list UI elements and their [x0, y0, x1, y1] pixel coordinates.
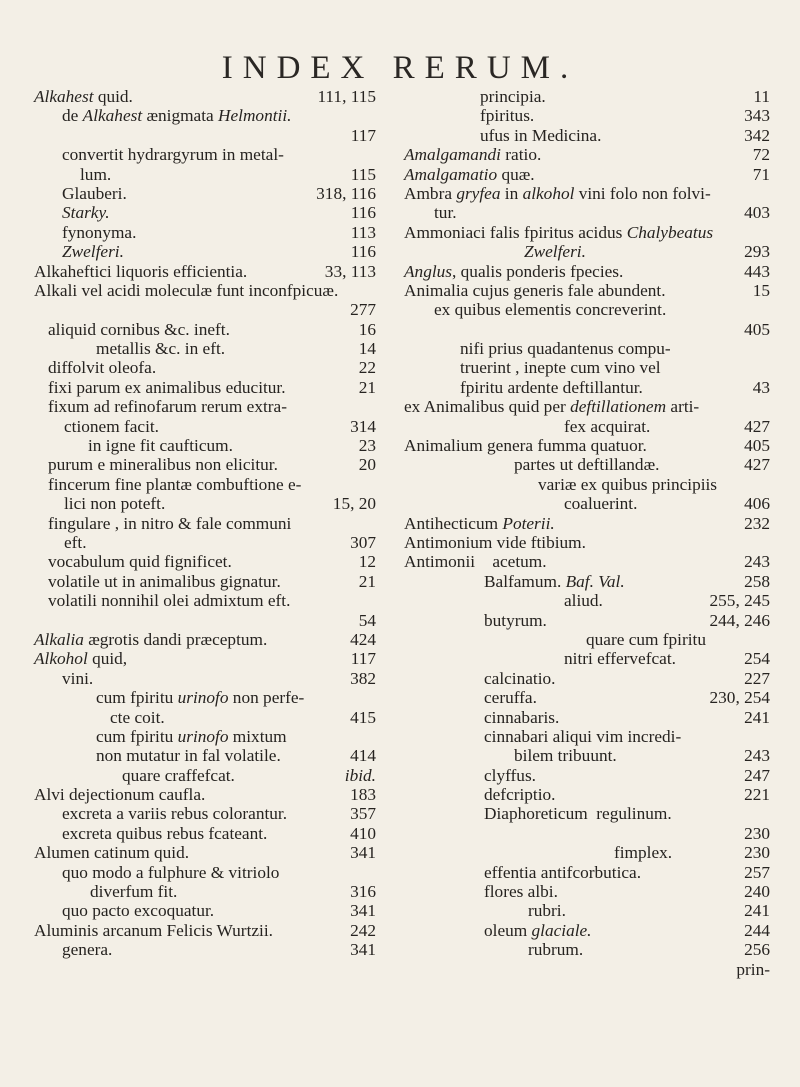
- index-entry: quo modo a fulphure & vitriolo: [62, 862, 280, 882]
- index-entry: cinnabari aliqui vim incredi-: [484, 726, 682, 746]
- page-title: INDEX RERUM.: [221, 50, 579, 86]
- index-entry: tur. 403: [434, 203, 770, 223]
- index-entry: fincerum fine plantæ combuftione e-: [48, 474, 302, 494]
- index-entry: quo pacto excoquatur. 341: [62, 901, 376, 921]
- index-entry: 405: [744, 319, 770, 339]
- index-entry: flores albi. 240: [484, 882, 770, 902]
- index-entry: lici non poteft. 15, 20: [64, 494, 376, 514]
- index-entry: Animalium genera fumma quatuor. 405: [404, 436, 770, 456]
- index-entry: partes ut deftillandæ. 427: [514, 455, 770, 475]
- index-entry: fynonyma. 113: [62, 222, 376, 242]
- index-entry: calcinatio. 227: [484, 668, 770, 688]
- index-entry: diverfum fit. 316: [90, 882, 376, 902]
- index-entry: Antihecticum Poterii. 232: [404, 513, 770, 533]
- index-entry: Antimonii acetum. 243: [404, 552, 770, 572]
- index-entry: Alkohol quid, 117: [34, 649, 376, 669]
- index-column-left: [34, 87, 376, 960]
- index-entry: quare cum fpiritu: [586, 629, 706, 649]
- index-entry: cinnabaris. 241: [484, 707, 770, 727]
- index-entry: lum. 115: [80, 164, 376, 184]
- index-entry: genera. 341: [62, 940, 376, 960]
- index-entry: ceruffa. 230, 254: [484, 688, 770, 708]
- index-entry: Amalgamatio quæ. 71: [404, 164, 770, 184]
- index-entry: nitri effervefcat. 254: [564, 649, 770, 669]
- index-entry: cum fpiritu urinofo mixtum: [96, 726, 287, 746]
- index-entry: fex acquirat. 427: [564, 416, 770, 436]
- index-entry: purum e mineralibus non elicitur. 20: [48, 455, 376, 475]
- index-entry: principia. 11: [480, 87, 770, 106]
- index-entry: ufus in Medicina. 342: [480, 125, 770, 145]
- index-entry: defcriptio. 221: [484, 785, 770, 805]
- index-column-right: [404, 87, 770, 979]
- index-entry: Glauberi. 318, 116: [62, 183, 376, 203]
- index-entry: Zwelferi. 116: [62, 242, 376, 262]
- index-entry: 277: [350, 300, 376, 320]
- index-entry: 117: [350, 125, 376, 145]
- index-entry: fpiritus. 343: [480, 106, 770, 126]
- index-entry: Alvi dejectionum caufla. 183: [34, 785, 376, 805]
- index-entry: cte coit. 415: [110, 707, 376, 727]
- index-entry: aliquid cornibus &c. ineft. 16: [48, 319, 376, 339]
- index-entry: Ammoniaci falis fpiritus acidus Chalybeatus: [404, 222, 714, 242]
- index-entry: 54: [358, 610, 376, 630]
- index-entry: Animalia cujus generis fale abundent. 15: [404, 280, 770, 300]
- catchword: prin-: [736, 959, 770, 979]
- index-entry: in igne fit caufticum. 23: [88, 436, 376, 456]
- index-entry: nifi prius quadantenus compu-: [460, 339, 671, 359]
- index-entry: quare craffefcat. ibid.: [122, 765, 376, 785]
- index-entry: eft. 307: [64, 532, 376, 552]
- index-entry: non mutatur in fal volatile. 414: [96, 746, 376, 766]
- index-entry: metallis &c. in eft. 14: [96, 339, 376, 359]
- index-entry: aliud. 255, 245: [564, 591, 770, 611]
- index-entry: de Alkahest ænigmata Helmontii.: [62, 106, 292, 126]
- index-entry: rubri. 241: [528, 901, 770, 921]
- index-entry: Balfamum. Baf. Val. 258: [484, 571, 770, 591]
- index-entry: excreta a variis rebus colorantur. 357: [62, 804, 376, 824]
- index-entry: fixum ad refinofarum rerum extra-: [48, 397, 287, 417]
- index-entry: Amalgamandi ratio. 72: [404, 145, 770, 165]
- index-entry: Diaphoreticum regulinum.: [484, 804, 672, 824]
- index-entry: Alkalia ægrotis dandi præceptum. 424: [34, 629, 376, 649]
- index-entry: volatili nonnihil olei admixtum eft.: [48, 591, 291, 611]
- index-entry: Alkaheftici liquoris efficientia. 33, 113: [34, 261, 376, 281]
- index-entry: Zwelferi. 293: [524, 242, 770, 262]
- index-entry: ex quibus elementis concreverint.: [434, 300, 667, 320]
- index-entry: Alkahest quid. 111, 115: [34, 87, 376, 106]
- index-entry: vini. 382: [62, 668, 376, 688]
- index-entry: Antimonium vide ftibium.: [404, 532, 586, 552]
- index-entry: Starky. 116: [62, 203, 376, 223]
- index-entry: fingulare , in nitro & fale communi: [48, 513, 292, 533]
- index-entry: fixi parum ex animalibus educitur. 21: [48, 377, 376, 397]
- index-entry: oleum glaciale. 244: [484, 920, 770, 940]
- index-entry: variæ ex quibus principiis: [538, 474, 718, 494]
- index-entry: convertit hydrargyrum in metal-: [62, 145, 284, 165]
- index-entry: Anglus, qualis ponderis fpecies. 443: [404, 261, 770, 281]
- index-entry: 230: [744, 823, 770, 843]
- index-entry: effentia antifcorbutica. 257: [484, 862, 770, 882]
- index-entry: fpiritu ardente deftillantur. 43: [460, 377, 770, 397]
- index-entry: ctionem facit. 314: [64, 416, 376, 436]
- index-entry: cum fpiritu urinofo non perfe-: [96, 688, 305, 708]
- index-entry: Alumen catinum quid. 341: [34, 843, 376, 863]
- index-entry: vocabulum quid fignificet. 12: [48, 552, 376, 572]
- index-entry: fimplex. 230: [614, 843, 770, 863]
- index-entry: bilem tribuunt. 243: [514, 746, 770, 766]
- index-entry: truerint , inepte cum vino vel: [460, 358, 661, 378]
- index-entry: coaluerint. 406: [564, 494, 770, 514]
- index-entry: diffolvit oleofa. 22: [48, 358, 376, 378]
- index-entry: volatile ut in animalibus gignatur. 21: [48, 571, 376, 591]
- index-entry: Aluminis arcanum Felicis Wurtzii. 242: [34, 920, 376, 940]
- index-entry: butyrum. 244, 246: [484, 610, 770, 630]
- index-entry: rubrum. 256: [528, 940, 770, 960]
- index-entry: excreta quibus rebus fcateant. 410: [62, 823, 376, 843]
- index-entry: clyffus. 247: [484, 765, 770, 785]
- index-entry: Ambra gryfea in alkohol vini folo non folvi-: [404, 183, 711, 203]
- index-entry: ex Animalibus quid per deftillationem arti-: [404, 397, 700, 417]
- index-entry: Alkali vel acidi moleculæ funt inconfpicuæ.: [34, 280, 339, 300]
